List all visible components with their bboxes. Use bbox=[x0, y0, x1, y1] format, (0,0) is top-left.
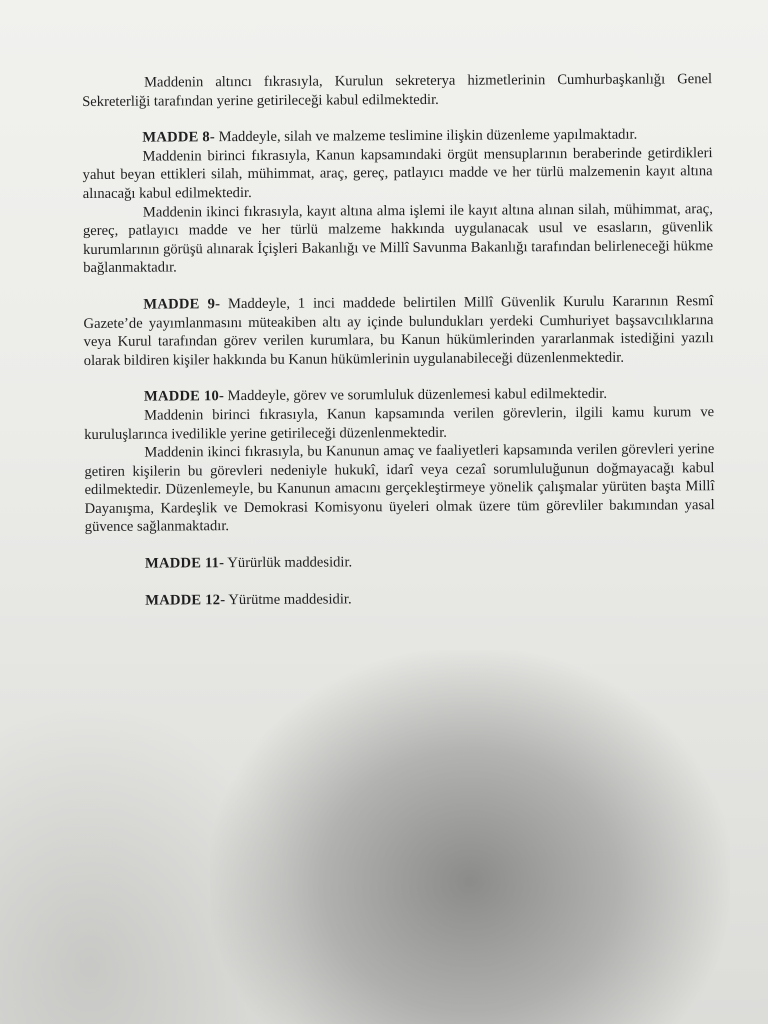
madde-12-paragraph bbox=[85, 588, 715, 610]
madde-11-label: MADDE 11- bbox=[144, 555, 225, 572]
madde-8-lead: Maddeyle, silah ve malzeme teslimine ilişkin düzenleme yapılmaktadır. bbox=[214, 126, 638, 146]
madde-10-lead: Maddeyle, görev ve sorumluluk düzenlemesi kabul edilmektedir. bbox=[223, 386, 608, 405]
photo-shadow-left bbox=[0, 700, 300, 1024]
madde-12-lead: Yürütme maddesidir. bbox=[225, 591, 352, 608]
madde-9-lead: Maddeyle, 1 inci maddede belirtilen Millî Güvenlik Kurulu Kararının Resmî Gazete’de yayımlanmasını müteakiben altı ay içinde bulundukları yerdeki Cumhuriyet başsavcılıklarına veya Kurul tarafından görev verilen kurumlara, bu Kanun hükümlerinden yararlanmak istediğini yazılı olarak bildiren kişiler hakkında bu Kanun hükümlerinin uygulanabileceği düzenlenmektedir. bbox=[83, 293, 714, 369]
madde-8-fikra-2: Maddenin ikinci fıkrasıyla, kayıt altına alma işlemi ile kayıt altına alınan silah, mühimmat, araç, gereç, patlayıcı madde ve her türlü malzeme hakkında uygulanacak usul ve esasların, güvenlik kurumlarının görüşü alınarak İçişleri Bakanlığı ve Millî Savunma Bakanlığı tarafından belirleneceği hükme bağlanmaktadır. bbox=[82, 200, 714, 277]
madde-10-fikra-2: Maddenin ikinci fıkrasıyla, bu Kanunun amaç ve faaliyetleri kapsamında verilen görevleri yerine getiren kişilerin bu görevleri nedeniyle hukukî, idarî veya cezaî sorumluluğunun doğmayacağı kabul edilmektedir. Düzenlemeyle, bu Kanunun amacını gerçekleştirmeye yönelik çalışmalar yürüten başta Millî Dayanışma, Kardeşlik ve Demokrasi Komisyonu üyeleri olmak üzere tüm görevliler bakımından yasal güvence sağlanmaktadır. bbox=[84, 441, 715, 536]
paragraph-intro: Maddenin altıncı fıkrasıyla, Kurulun sekreterya hizmetlerinin Cumhurbaşkanlığı Genel Sekreterliği tarafından yerine getirileceği kabul edilmektedir. bbox=[82, 71, 713, 110]
photo-shadow bbox=[210, 650, 730, 1024]
madde-12-label: MADDE 12- bbox=[145, 591, 226, 609]
madde-9-label: MADDE 9- bbox=[143, 296, 221, 313]
madde-9-paragraph bbox=[83, 292, 713, 370]
madde-11-lead: Yürürlük maddesidir. bbox=[224, 554, 353, 572]
document-body bbox=[82, 70, 715, 610]
madde-10-label: MADDE 10- bbox=[143, 388, 225, 405]
madde-8-fikra-1: Maddenin birinci fıkrasıyla, Kanun kapsamındaki örgüt mensuplarının beraberinde getirdikleri yahut beyan ettikleri silah, mühimmat, araç, gereç, patlayıcı madde ve her türlü malzemenin kayıt altına alınacağı kabul edilmektedir. bbox=[82, 144, 713, 202]
madde-8-label: MADDE 8- bbox=[142, 129, 215, 146]
madde-10-fikra-1: Maddenin birinci fıkrasıyla, Kanun kapsamında verilen görevlerin, ilgili kamu kurum ve kuruluşlarınca ivedilikle yerine getirileceği düzenlenmektedir. bbox=[84, 404, 715, 443]
